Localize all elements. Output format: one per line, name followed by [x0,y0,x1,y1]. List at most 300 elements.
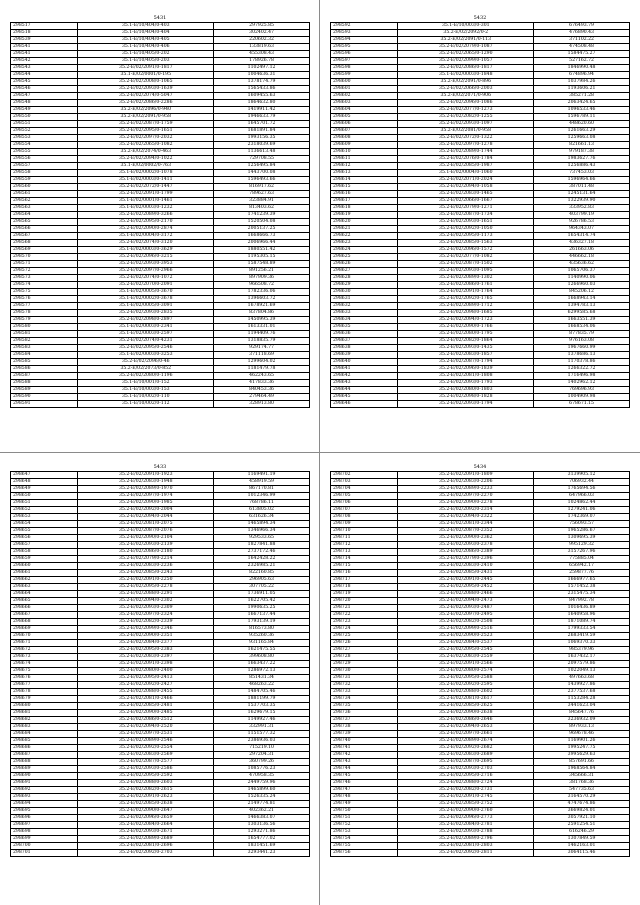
document-page [330,463,630,857]
record-id-cell: 298587 [11,373,78,380]
record-id-cell: 298556 [11,156,78,163]
record-id-cell: 298692 [11,787,78,794]
reference-code-cell: 35.2-E/02/2083/0-1465 [398,191,534,198]
record-id-cell: 298551 [11,121,78,128]
reference-code-cell: 35.1-E/10/405/0-202 [78,51,214,58]
record-id-cell: 298698 [11,829,78,836]
amount-cell: 935260.36 [214,633,310,640]
table-row [11,829,310,836]
reference-code-cell: 35.2-E/02/2096/0-3215 [78,254,214,261]
record-id-cell: 298710 [331,528,398,535]
record-id-cell: 298699 [11,836,78,843]
reference-code-cell: 35.2-E/02/2074/0-463 [78,149,214,156]
amount-cell: 1293271.86 [214,829,310,836]
table-row [11,668,310,675]
reference-code-cell: 35.2-E/02/2082/0-2615 [78,787,214,794]
record-id-cell: 298608 [331,135,398,142]
amount-cell: 261663.06 [534,247,630,254]
reference-code-cell: 35.2-E/02/2086/0-2646 [398,717,534,724]
table-row [11,577,310,584]
record-id-cell: 298697 [11,822,78,829]
reference-code-cell: 35.2-E/02/2093/0-3953 [78,261,214,268]
table-row [331,394,630,401]
record-id-cell: 298660 [11,563,78,570]
record-id-cell: 298570 [11,254,78,261]
amount-cell: 1153284.28 [534,696,630,703]
table-row [11,226,310,233]
table-row [331,647,630,654]
table-row [331,549,630,556]
table-row [331,79,630,86]
reference-code-cell: 35.2-E/02/2071/0-906 [398,93,534,100]
reference-code-cell: 35.2-E/02/2096/0-1086 [398,100,534,107]
record-id-cell: 298657 [11,542,78,549]
table-row [331,493,630,500]
table-row [331,787,630,794]
amount-cell: 867170.81 [214,486,310,493]
amount-cell: 1765694.56 [534,486,630,493]
record-id-cell: 298754 [331,836,398,843]
reference-code-cell: 35.2-E/02/2091/0-2250 [78,577,214,584]
table-row [11,317,310,324]
record-id-cell: 298633 [331,310,398,317]
reference-code-cell: 35.2-E/02/2097/0-2495 [398,612,534,619]
amount-cell: 926786.53 [534,219,630,226]
amount-cell: 2097579.86 [534,661,630,668]
amount-cell: 476890.43 [534,30,630,37]
table-row [331,486,630,493]
table-row [11,156,310,163]
record-id-cell: 298756 [331,850,398,857]
reference-code-cell: 35.2-E/02/2091/0-2445 [398,577,534,584]
table-row [331,626,630,633]
table-row [331,584,630,591]
reference-code-cell: 35.2-E/02/2090/0-2638 [398,710,534,717]
reference-code-cell: 35.2-E/02/2097/0-2661 [398,731,534,738]
reference-code-cell: 35.2-E/02/2098/0-1828 [398,394,534,401]
table-row [331,268,630,275]
amount-cell: 966508.72 [214,282,310,289]
reference-code-cell: 35.2-E/02/2091/0-2398 [78,661,214,668]
amount-cell: 2377537.68 [534,689,630,696]
record-id-cell: 298679 [11,696,78,703]
table-row [331,352,630,359]
table-row [11,808,310,815]
amount-cell: 1069370.33 [534,640,630,647]
record-id-cell: 298588 [11,380,78,387]
amount-cell: 387011.48 [534,184,630,191]
table-row [11,352,310,359]
record-id-cell: 298629 [331,282,398,289]
amount-cell: 1642428.22 [214,556,310,563]
reference-code-cell: 35.2-E/02/2089/0-1712 [398,303,534,310]
record-id-cell: 298560 [11,184,78,191]
reference-code-cell: 35.1-E/10/404/0-404 [78,30,214,37]
reference-code-cell: 35.1-E/02/0001/0-1461 [78,198,214,205]
table-row [331,219,630,226]
reference-code-cell: 35.2-E/02/2093/0-1793 [398,380,534,387]
amount-cell: 328913.80 [214,401,310,408]
reference-code-cell: 35.2-E/02/2092/0-2811 [398,850,534,857]
amount-cell: 1827841.88 [214,542,310,549]
reference-code-cell: 35.2-E/02/2083/0-2206 [398,479,534,486]
record-id-cell: 298689 [11,766,78,773]
record-id-cell: 298548 [11,100,78,107]
reference-code-cell: 35.2-E/02/2085/0-2638 [78,801,214,808]
amount-cell: 676493.79 [534,23,630,30]
table-row [331,240,630,247]
reference-code-cell: 35.2-E/02/2066/0-2003 [398,86,534,93]
amount-cell: 1439927.86 [534,682,630,689]
amount-cell: 1266322.72 [534,366,630,373]
record-id-cell: 298642 [331,373,398,380]
table-row [11,703,310,710]
reference-code-cell: 35.2-E/02/2080/0-2574 [398,668,534,675]
reference-code-cell: 35.2-E/02/2085/0-2431 [398,570,534,577]
reference-code-cell: 35.2-E/02/2095/0-2170 [78,219,214,226]
reference-code-cell: 35.2-E/02/2087/0-2695 [398,759,534,766]
table-row [11,37,310,44]
amount-cell: 2683419.59 [534,633,630,640]
table-row [331,387,630,394]
amount-cell: 178926.78 [214,58,310,65]
amount-cell: 1587548.89 [214,261,310,268]
amount-cell: 1259663.08 [534,135,630,142]
reference-code-cell: 35.2-E/02/2097/0-2531 [78,731,214,738]
record-id-cell: 298672 [11,647,78,654]
table-row [331,717,630,724]
amount-cell: 4747674.86 [534,801,630,808]
amount-cell: 1286972.13 [214,668,310,675]
amount-cell: 1716496.98 [534,373,630,380]
document-page [10,14,310,408]
amount-cell: 768786.11 [214,500,310,507]
amount-cell: 2737172.46 [214,549,310,556]
table-row [11,107,310,114]
amount-cell: 1968564.84 [534,766,630,773]
table-row [11,191,310,198]
reference-code-cell: 35.2-E/02/2086/0-2512 [78,717,214,724]
amount-cell: 929174.77 [214,345,310,352]
amount-cell: 897933.13 [534,724,630,731]
record-id-cell: 298648 [11,479,78,486]
reference-code-cell: 35.2-E/02/2079/0-1087 [398,44,534,51]
reference-code-cell: 35.2-E/02/2095/0-2452 [398,584,534,591]
record-id-cell: 298600 [331,79,398,86]
table-row [331,654,630,661]
reference-code-cell: 35.1-E/02/0005/0-3091 [78,303,214,310]
record-id-cell: 298684 [11,731,78,738]
table-row [331,521,630,528]
record-id-cell: 298558 [11,170,78,177]
record-id-cell: 298620 [331,219,398,226]
table-row [11,114,310,121]
reference-code-cell: 35.1-E/02/0004/0-3172 [78,233,214,240]
table-row [11,654,310,661]
amount-cell: 1004909.98 [534,394,630,401]
table-row [11,51,310,58]
reference-code-cell: 35.2-E/02/2089/0-1744 [398,149,534,156]
amount-cell: 1990635.25 [214,605,310,612]
reference-code-cell: 35.2-E/02/2092/0-2 [398,30,534,37]
amount-cell: 1537703.35 [214,703,310,710]
amount-cell: 969678.46 [534,731,630,738]
reference-code-cell: 35.2-E/02/2087/0-1502 [398,261,534,268]
record-id-cell: 298680 [11,703,78,710]
record-id-cell: 298694 [11,801,78,808]
table-row [11,696,310,703]
reference-code-cell: 35.2-E/02/2081/0-2466 [78,696,214,703]
record-id-cell: 298593 [331,30,398,37]
reference-code-cell: 35.2-E/02/2091/0-2566 [398,661,534,668]
amount-cell: 297925.85 [214,23,310,30]
table-row [331,696,630,703]
table-row [11,86,310,93]
table-row [331,380,630,387]
reference-code-cell: 35.2-E/02/2085/0-1563 [398,240,534,247]
reference-code-cell: 35.2-E/02/2092/0-1050 [398,226,534,233]
reference-code-cell: 35.2-E/02/2083/0-2689 [398,752,534,759]
reference-code-cell: 35.2-E/02/2097/0-1974 [78,493,214,500]
record-id-cell: 298655 [11,528,78,535]
table-row [331,766,630,773]
record-id-cell: 298656 [11,535,78,542]
record-id-cell: 298627 [331,268,398,275]
table-row [11,612,310,619]
reference-code-cell: 35.2-E/02/2081/0-1808 [398,373,534,380]
record-id-cell: 298755 [331,843,398,850]
reference-code-cell: 35.2-E/02/2099/0-2346 [78,626,214,633]
amount-cell: 1678921.69 [214,303,310,310]
table-row [11,233,310,240]
reference-code-cell: 35.2-E/02/2095/0-2546 [78,345,214,352]
record-id-cell: 298586 [11,366,78,373]
amount-cell: 403799.19 [534,212,630,219]
table-row [11,640,310,647]
amount-cell: 1194409.76 [214,331,310,338]
table-row [11,507,310,514]
amount-cell: 1881199.79 [214,696,310,703]
table-row [11,661,310,668]
page-number: 5432 [473,15,487,21]
table-row [11,338,310,345]
record-id-cell: 298565 [11,219,78,226]
table-row [11,528,310,535]
amount-cell: 1621475.55 [214,647,310,654]
amount-cell: 3441623.04 [534,703,630,710]
reference-code-cell: 35.2-E/02/2074/0-1072 [78,275,214,282]
table-row [331,366,630,373]
amount-cell: 1169901.26 [534,738,630,745]
table-row [331,794,630,801]
record-id-cell: 298745 [331,773,398,780]
record-id-cell: 298719 [331,591,398,598]
record-id-cell: 298574 [11,282,78,289]
table-row [11,514,310,521]
table-row [331,661,630,668]
table-row [331,472,630,479]
record-id-cell: 298650 [11,493,78,500]
reference-code-cell: 35.2-E/02/2093/0-1095 [398,268,534,275]
table-row [11,373,310,380]
reference-code-cell: 35.1-E/10/003/0-301 [398,23,534,30]
record-id-cell: 298602 [331,93,398,100]
record-id-cell: 298663 [11,584,78,591]
reference-code-cell: 35.2-E/02/2092/0-2427 [78,682,214,689]
table-row [331,310,630,317]
table-row [331,528,630,535]
reference-code-cell: 35.2-E/02/2095/0-2278 [78,584,214,591]
page-number: 5434 [473,464,487,470]
reference-code-cell: 35.1-E/02/0002/0-763 [78,163,214,170]
amount-cell: 1666977.65 [534,577,630,584]
record-id-cell: 298738 [331,724,398,731]
reference-code-cell: 35.2-E/02/2093/0-1097 [398,121,534,128]
table-row [11,486,310,493]
reference-code-cell: 35.2-E/02/2094/0-1058 [398,184,534,191]
amount-cell: 1378174.79 [214,79,310,86]
amount-cell: 2149774.81 [214,801,310,808]
table-body [11,472,310,857]
record-id-cell: 298628 [331,275,398,282]
record-id-cell: 298667 [11,612,78,619]
reference-code-cell: 35.2-E/02/2097/0-1278 [398,142,534,149]
record-id-cell: 298623 [331,240,398,247]
record-id-cell: 298744 [331,766,398,773]
amount-cell: 775885.04 [534,556,630,563]
amount-cell: 1584475.27 [534,51,630,58]
reference-code-cell: 35.2-E/02/2095/0-2588 [398,675,534,682]
record-id-cell: 298728 [331,654,398,661]
record-id-cell: 298669 [11,626,78,633]
reference-code-cell: 35.2-E/02/2094/0-2653 [398,724,534,731]
table-row [11,787,310,794]
amount-cell: 1396603.72 [214,296,310,303]
table-row [11,584,310,591]
table-row [331,128,630,135]
record-id-cell: 298658 [11,549,78,556]
table-row [331,535,630,542]
table-row [11,275,310,282]
table-row [11,535,310,542]
record-id-cell: 298553 [11,135,78,142]
reference-code-cell: 35.2-E/02/2094/0-2322 [398,514,534,521]
table-row [331,759,630,766]
table-row [331,619,630,626]
amount-cell: 1096533.46 [534,107,630,114]
record-id-cell: 298681 [11,710,78,717]
amount-cell: 1967660.99 [534,345,630,352]
table-row [11,23,310,30]
record-id-cell: 298610 [331,149,398,156]
record-id-cell: 298748 [331,794,398,801]
table-row [331,359,630,366]
reference-code-cell: 35.2-E/02/2090/0-2760 [398,808,534,815]
record-id-cell: 298598 [331,65,398,72]
table-row [331,668,630,675]
table-row [11,836,310,843]
reference-code-cell: 35.2-E/02/2081/0-2696 [78,843,214,850]
amount-cell: 1995247.75 [534,745,630,752]
record-id-cell: 298615 [331,184,398,191]
record-id-cell: 298678 [11,689,78,696]
reference-code-cell: 35.1-E/02/0003/0-3629 [78,247,214,254]
table-row [11,801,310,808]
record-id-cell: 298682 [11,717,78,724]
record-id-cell: 298619 [331,212,398,219]
record-id-cell: 298733 [331,689,398,696]
table-row [11,563,310,570]
table-row [11,303,310,310]
reference-code-cell: 35.2-E/02/2099/0-2516 [398,626,534,633]
record-id-cell: 298729 [331,661,398,668]
reference-code-cell: 35.2-E/02/2087/0-2076 [78,528,214,535]
table-row [331,30,630,37]
record-id-cell: 298649 [11,486,78,493]
reference-code-cell: 35.2-E/02/2081/0-2344 [398,521,534,528]
reference-code-cell: 35.2-E/02/2091/0-1799 [78,191,214,198]
record-id-cell: 298746 [331,780,398,787]
reference-code-cell: 35.2-E/02/2093/0-1794 [398,401,534,408]
record-id-cell: 298709 [331,521,398,528]
reference-code-cell: 35.2-E/02/2083/0-1857 [398,352,534,359]
reference-code-cell: 35.2-E/02/2094/0-2044 [78,514,214,521]
table-row [11,72,310,79]
reference-code-cell: 35.2-E/02/2089/0-2546 [78,738,214,745]
record-id-cell: 298583 [11,345,78,352]
table-row [11,619,310,626]
amount-cell: 1465899.60 [214,787,310,794]
reference-code-cell: 35.2-E/02/2082/0-1255 [398,114,534,121]
reference-code-cell: 35.2-E/02/2088/0-2603 [78,780,214,787]
amount-cell: 1394783.13 [534,303,630,310]
reference-code-cell: 35.2-E/02/2074/0-4231 [78,338,214,345]
amount-cell: 1322939.90 [534,198,630,205]
table-row [11,135,310,142]
table-row [331,598,630,605]
record-id-cell: 298670 [11,633,78,640]
table-row [331,801,630,808]
record-id-cell: 298544 [11,72,78,79]
record-id-cell: 298632 [331,303,398,310]
record-id-cell: 298542 [11,58,78,65]
reference-code-cell: 35.1-E/02/0003/0-3253 [78,352,214,359]
record-id-cell: 298637 [331,338,398,345]
amount-cell: 845206.12 [534,289,630,296]
table-row [11,472,310,479]
amount-cell: 3995629.63 [534,752,630,759]
record-id-cell: 298541 [11,44,78,51]
reference-code-cell: 35.2-E/02/2092/0-2682 [398,745,534,752]
reference-code-cell: 35.2-E/02/2087/0-2352 [398,528,534,535]
amount-cell: 345666.31 [534,773,630,780]
record-id-cell: 298631 [331,296,398,303]
record-id-cell: 298708 [331,514,398,521]
table-row [331,752,630,759]
record-id-cell: 298561 [11,191,78,198]
table-row [11,479,310,486]
reference-code-cell: 35.2-E/02/2093/0-2487 [398,605,534,612]
amount-cell: 1799333.54 [534,626,630,633]
table-row [331,331,630,338]
record-id-cell: 298644 [331,387,398,394]
table-row [11,710,310,717]
table-row [331,303,630,310]
amount-cell: 1307849.59 [534,836,630,843]
table-row [11,815,310,822]
amount-cell: 1596493.66 [214,177,310,184]
record-id-cell: 298736 [331,710,398,717]
